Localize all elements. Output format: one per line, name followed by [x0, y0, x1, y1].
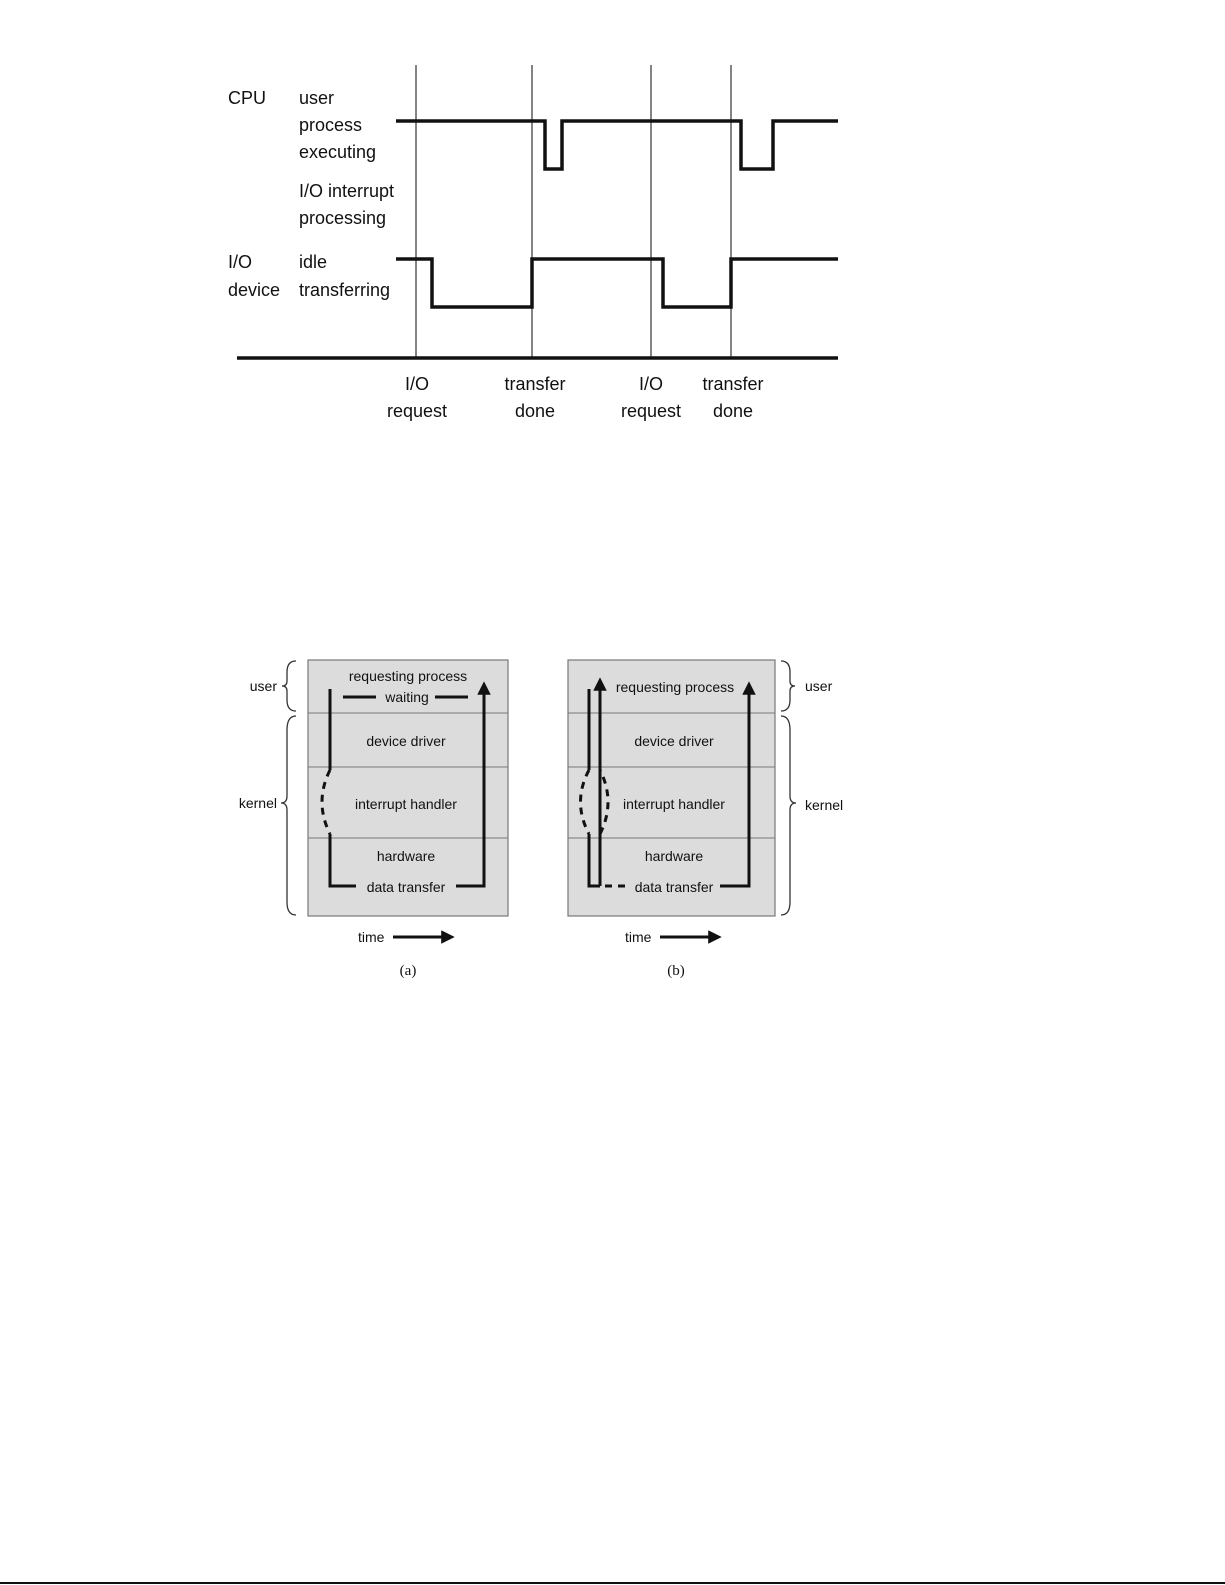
user-label: user	[249, 678, 277, 694]
io-state-label: transferring	[299, 280, 391, 300]
cpu-state-label: process	[299, 115, 363, 135]
user-brace	[781, 661, 795, 711]
io-method-a	[239, 660, 508, 979]
cpu-state-label: processing	[299, 208, 387, 228]
caption-a: (a)	[399, 963, 417, 979]
cpu-waveform	[396, 121, 838, 169]
layer-label: device driver	[366, 733, 446, 749]
layer-label: requesting process	[615, 679, 735, 695]
data-transfer-label: data transfer	[634, 879, 714, 895]
event-label: done	[514, 401, 556, 421]
layer-label: interrupt handler	[355, 796, 457, 812]
cpu-state-label: executing	[299, 142, 377, 162]
event-label: done	[712, 401, 754, 421]
io-method-b	[568, 660, 843, 979]
timing-diagram	[228, 65, 838, 421]
page-bottom-rule	[0, 1582, 1225, 1584]
layer-label: interrupt handler	[623, 796, 725, 812]
cpu-state-label: user	[299, 88, 335, 108]
kernel-label: kernel	[805, 797, 844, 813]
time-label: time	[358, 929, 385, 945]
cpu-label: CPU	[228, 88, 267, 108]
time-label: time	[625, 929, 652, 945]
layer-label: hardware	[644, 848, 704, 864]
layer-label: requesting process	[348, 668, 468, 684]
cpu-state-label: I/O interrupt	[299, 181, 395, 201]
layer-label: hardware	[376, 848, 436, 864]
user-brace	[282, 661, 296, 711]
event-label: transfer	[504, 374, 566, 394]
caption-b: (b)	[667, 963, 685, 979]
kernel-brace	[781, 716, 796, 915]
io-device-label: I/O	[228, 252, 253, 272]
event-label: I/O	[638, 374, 664, 394]
layer-label: device driver	[634, 733, 714, 749]
io-device-label: device	[228, 280, 281, 300]
event-label: request	[386, 401, 448, 421]
data-transfer-label: data transfer	[366, 879, 446, 895]
kernel-label: kernel	[238, 795, 277, 811]
waiting-label: waiting	[385, 689, 429, 705]
kernel-brace	[281, 716, 296, 915]
event-label: request	[620, 401, 682, 421]
io-waveform	[396, 259, 838, 307]
user-label: user	[805, 678, 833, 694]
event-label: transfer	[702, 374, 764, 394]
event-label: I/O	[404, 374, 430, 394]
io-state-label: idle	[299, 252, 328, 272]
